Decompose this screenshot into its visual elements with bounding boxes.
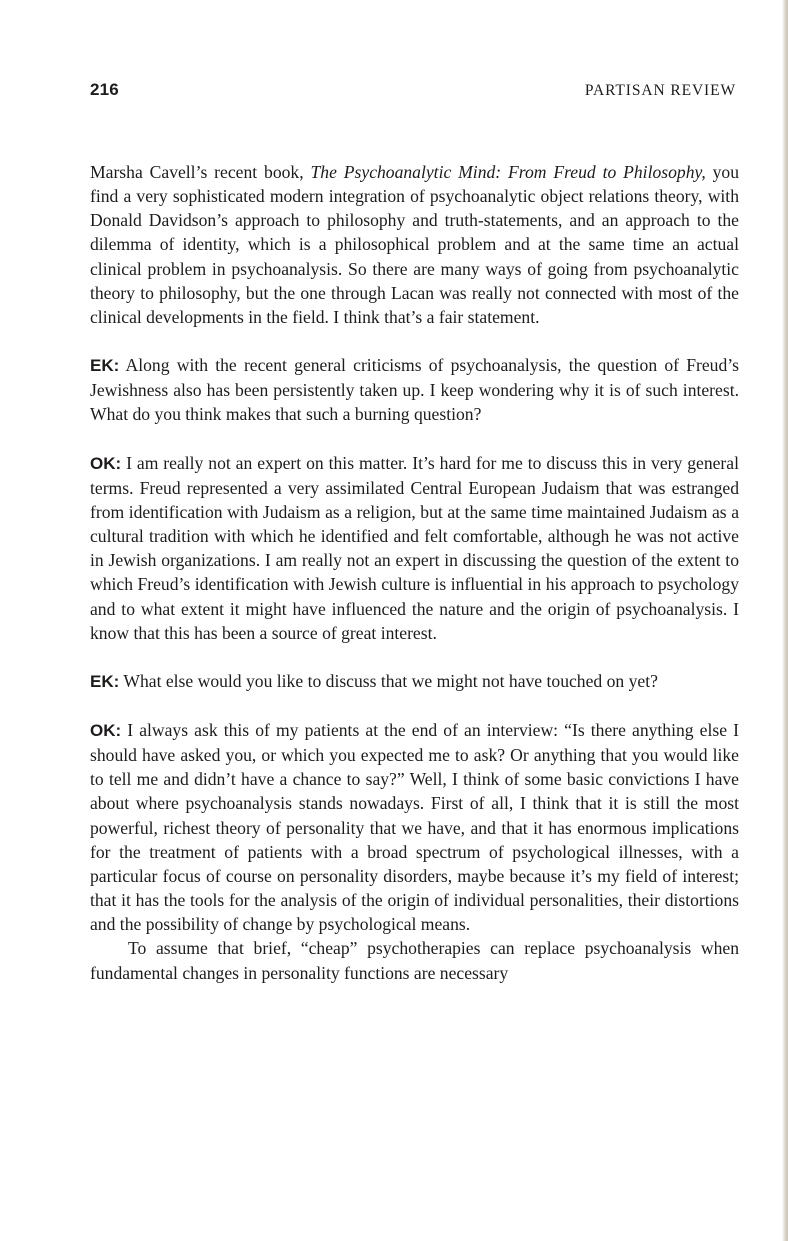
paragraph-continuation <box>90 160 739 329</box>
speaker-label: EK: <box>90 356 120 376</box>
speaker-label: OK: <box>90 720 122 740</box>
page-number: 216 <box>90 80 119 99</box>
paragraph-text: Along with the recent general criticisms of psychoanalysis, the question of Freud’s Jewishness also has been persistently taken up. I keep wondering why it is of such interest. What do you think makes that such a burning question? <box>90 355 739 425</box>
book-title: The Psychoanalytic Mind: From Freud to Philosophy, <box>310 162 706 182</box>
page-spine-edge <box>782 0 788 1241</box>
page-header <box>90 80 736 106</box>
paragraph-text: you find a very sophisticated modern integration of psychoanalytic object relations theory, with Donald Davidson’s approach to philosophy and truth-statements, and an approach to the dilemma of identity, which is a philosophical problem and at the same time an actual clinical problem in psychoanalysis. So there are many ways of going from psychoanalytic theory to philosophy, but the one through Lacan was really not connected with most of the clinical developments in the field. I think that’s a fair statement. <box>90 162 740 327</box>
speaker-label: OK: <box>90 453 122 473</box>
paragraph-text: I always ask this of my patients at the end of an interview: “Is there anything else I should have asked you, or which you expected me to ask? Or anything that you would like to tell me and didn’t have a chance to say?” Well, I think of some basic convictions I have about where psychoanalysis stands nowadays. First of all, I think that it is still the most powerful, richest theory of personality that we have, and that it has enormous implications for the treatment of patients with a broad spectrum of psychological illnesses, with a particular focus of course on personality disorders, maybe because it’s my field of interest; that it has the tools for the analysis of the origin of individual personalities, their distortions and the possibility of change by psychological means. <box>90 719 739 935</box>
paragraph-text: What else would you like to discuss that we might not have touched on yet? <box>119 670 658 691</box>
paragraph-text: To assume that brief, “cheap” psychotherapies can replace psychoanalysis when fundamental changes in personality functions are necessary <box>90 938 739 983</box>
speaker-label: EK: <box>90 671 120 691</box>
paragraph-text: Marsha Cavell’s recent book, <box>90 162 311 182</box>
paragraph-ok-answer-1 <box>90 451 739 645</box>
paragraph-ek-question-2 <box>90 669 739 694</box>
paragraph-ok-answer-2-continued <box>90 936 739 984</box>
paragraph-text: I am really not an expert on this matter. It’s hard for me to discuss this in very general terms. Freud represented a very assimilated Central European Judaism that was estranged from identification with Judaism as a religion, but at the same time maintained Judaism as a cultural tradition with which he identified and felt comfortable, although he was not active in Jewish organizations. I am really not an expert in discussing the question of the extent to which Freud’s identification with Jewish culture is influential in his approach to psychology and to what extent it might have influenced the nature and the origin of psychoanalysis. I know that this has been a source of great interest. <box>90 452 739 643</box>
paragraph-ok-answer-2 <box>90 718 739 936</box>
running-head: PARTISAN REVIEW <box>584 82 736 99</box>
paragraph-ek-question-1 <box>90 353 739 426</box>
article-body <box>90 160 739 985</box>
